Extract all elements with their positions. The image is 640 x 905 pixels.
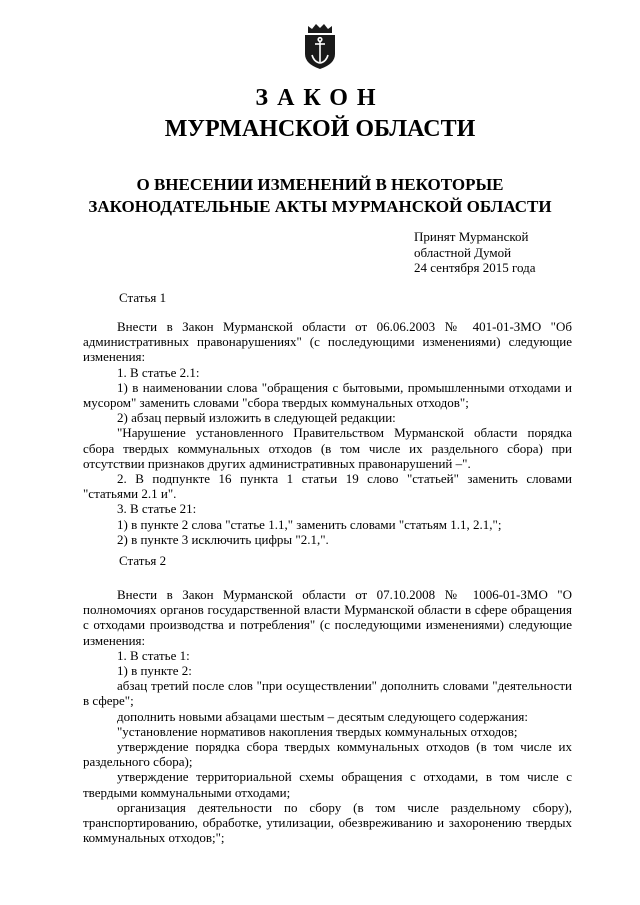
paragraph: 2) в пункте 3 исключить цифры "2.1,". (117, 531, 329, 547)
adoption-note (414, 229, 536, 276)
subtitle-line: ЗАКОНОДАТЕЛЬНЫЕ АКТЫ МУРМАНСКОЙ ОБЛАСТИ (88, 197, 552, 216)
adoption-line: Принят Мурманской (414, 229, 529, 244)
paragraph: 2) абзац первый изложить в следующей редакции: (117, 410, 396, 426)
law-subtitle (0, 174, 640, 218)
paragraph: утверждение порядка сбора твердых коммунальных отходов (в том числе их раздельного сбора); (83, 739, 572, 770)
subtitle-line: О ВНЕСЕНИИ ИЗМЕНЕНИЙ В НЕКОТОРЫЕ (136, 175, 504, 194)
adoption-line: областной Думой (414, 244, 512, 260)
paragraph: Внести в Закон Мурманской области от 06.06.2003 № 401-01-ЗМО "Об административных правонарушениях" (с последующими изменениями) следующие изменения: (83, 319, 572, 365)
paragraph: утверждение территориальной схемы обращения с отходами, в том числе с твердыми коммунальными отходами; (83, 769, 572, 800)
article-1-heading: Статья 1 (119, 290, 167, 305)
article-1-body (83, 319, 572, 547)
coat-of-arms-icon (302, 22, 338, 70)
paragraph: 1) в пункте 2: (117, 663, 192, 679)
paragraph: Внести в Закон Мурманской области от 07.10.2008 № 1006-01-ЗМО "О полномочиях органов государственной власти Мурманской области в сфере обращения с отходами производства и потребления" (с последующими изменениями) следующие изменения: (83, 587, 572, 648)
paragraph: 1. В статье 1: (117, 647, 190, 663)
paragraph: 1) в пункте 2 слова "статье 1.1," заменить словами "статьям 1.1, 2.1,"; (117, 516, 502, 532)
paragraph: "Нарушение установленного Правительством Мурманской области порядка сбора твердых коммунальных отходов (в том числе их раздельного сбора) при отсутствии признаков других административных правонарушений –". (83, 425, 572, 471)
crown-icon (308, 24, 332, 33)
paragraph: дополнить новыми абзацами шестым – десятым следующего содержания: (117, 708, 528, 724)
paragraph: "установление нормативов накопления твердых коммунальных отходов; (117, 723, 518, 739)
paragraph: 3. В статье 21: (117, 501, 197, 517)
article-2-body (83, 587, 572, 845)
article-2-heading: Статья 2 (119, 553, 167, 568)
paragraph: 1) в наименовании слова "обращения с бытовыми, промышленными отходами и мусором" заменить словами "сбора твердых коммунальных отходов"; (83, 379, 572, 411)
paragraph: 2. В подпункте 16 пункта 1 статьи 19 слово "статьей" заменить словами "статьями 2.1 и". (83, 471, 572, 502)
paragraph: 1. В статье 2.1: (117, 364, 200, 380)
region-title: МУРМАНСКОЙ ОБЛАСТИ (164, 116, 476, 142)
paragraph: абзац третий после слов "при осуществлении" дополнить словами "деятельности в сфере"; (83, 678, 572, 709)
law-title: ЗАКОН (255, 85, 385, 111)
adoption-date: 24 сентября 2015 года (414, 260, 536, 275)
paragraph: организация деятельности по сбору (в том числе раздельному сбору), транспортированию, обработке, утилизации, обезвреживанию и захоронению твердых коммунальных отходов;"; (83, 799, 572, 846)
